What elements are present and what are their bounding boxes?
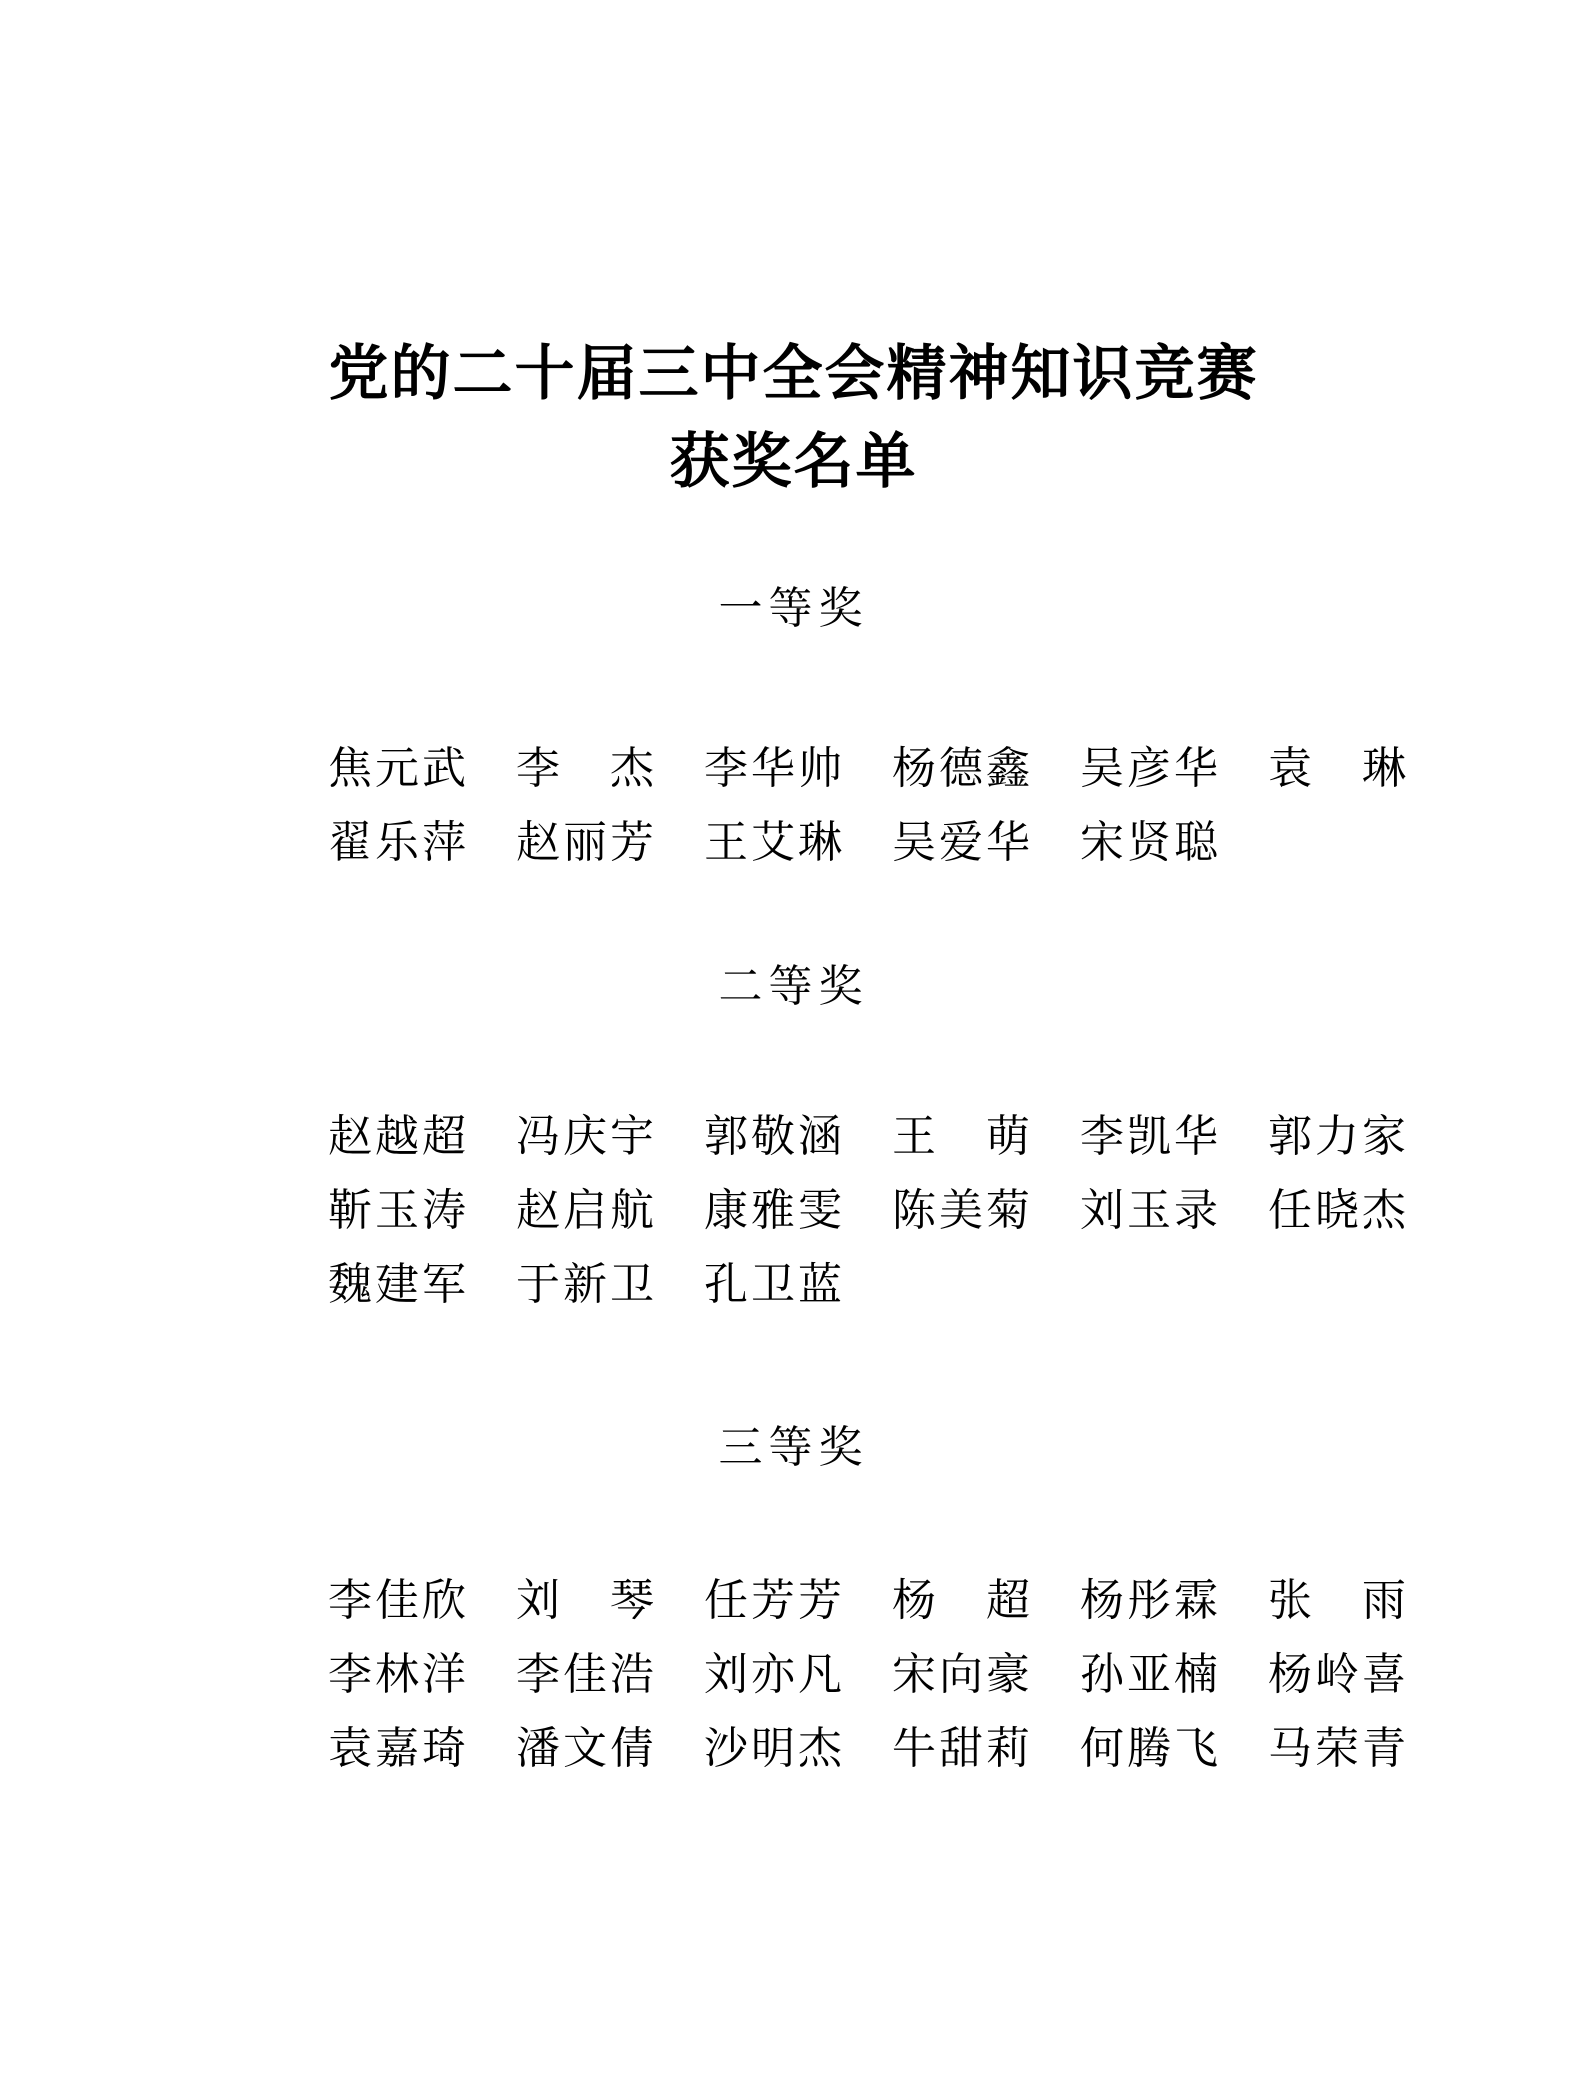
prize-first-winners bbox=[328, 732, 1409, 880]
names-row: 焦元武 李 杰 李华帅 杨德鑫 吴彦华 袁 琳 bbox=[328, 744, 1409, 793]
prize-heading-third: 三等奖 bbox=[718, 1423, 869, 1472]
document-title bbox=[0, 0, 1587, 506]
names-row: 李佳欣 刘 琴 任芳芳 杨 超 杨彤霖 张 雨 bbox=[328, 1576, 1409, 1625]
names-row: 魏建军 于新卫 孔卫蓝 bbox=[328, 1260, 845, 1309]
prize-heading-second: 二等奖 bbox=[718, 962, 869, 1011]
document-title-line1: 党的二十届三中全会精神知识竞赛 bbox=[328, 341, 1259, 407]
names-row: 李林洋 李佳浩 刘亦凡 宋向豪 孙亚楠 杨岭喜 bbox=[328, 1650, 1409, 1699]
document-title-line2: 获奖名单 bbox=[669, 429, 918, 495]
names-row: 靳玉涛 赵启航 康雅雯 陈美菊 刘玉录 任晓杰 bbox=[328, 1186, 1409, 1235]
names-row: 赵越超 冯庆宇 郭敬涵 王 萌 李凯华 郭力家 bbox=[328, 1112, 1409, 1161]
prize-second-winners bbox=[328, 1100, 1409, 1322]
names-row: 袁嘉琦 潘文倩 沙明杰 牛甜莉 何腾飞 马荣青 bbox=[328, 1724, 1409, 1773]
prize-heading-first: 一等奖 bbox=[718, 584, 869, 633]
names-row: 翟乐萍 赵丽芳 王艾琳 吴爱华 宋贤聪 bbox=[328, 818, 1221, 867]
prize-third-winners bbox=[328, 1564, 1409, 1786]
